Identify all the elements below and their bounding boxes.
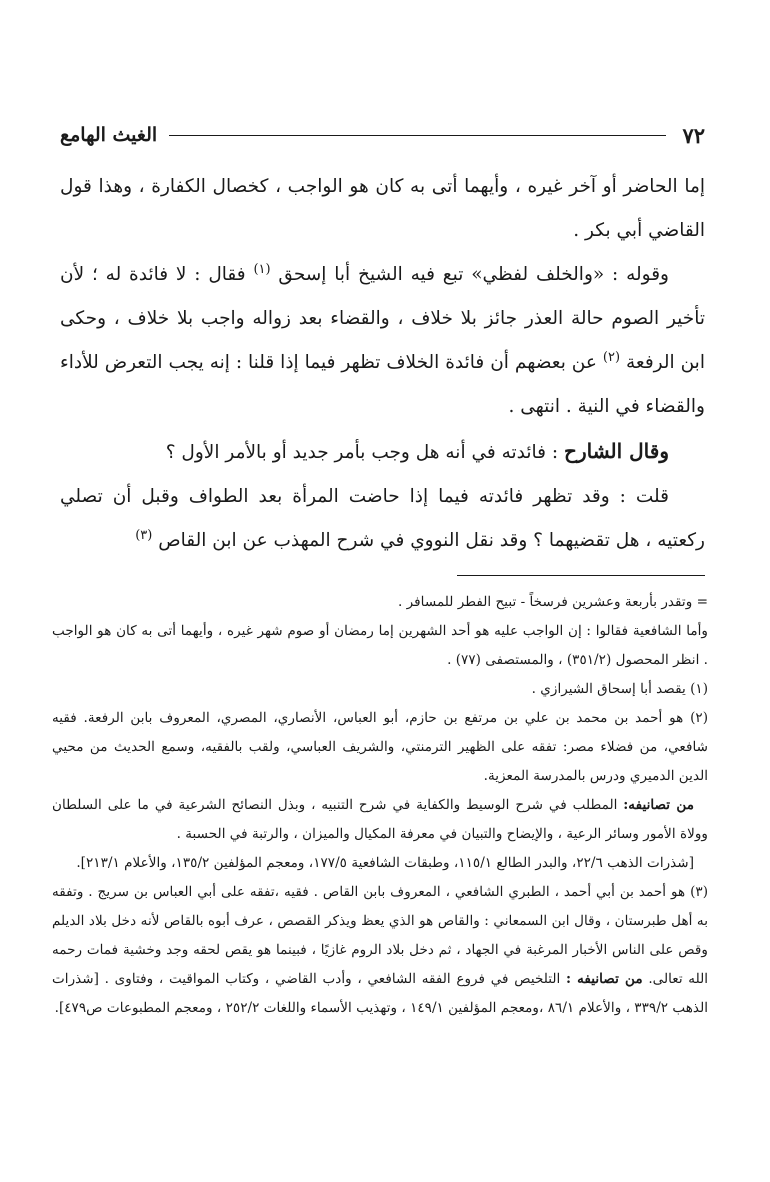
running-title: الغيث الهامع bbox=[60, 124, 158, 146]
footnote-ref-2[interactable]: (٢) bbox=[602, 349, 621, 365]
footnote-2-references: [شذرات الذهب ٢٢/٦، والبدر الطالع ١١٥/١، وطبقات الشافعية ١٧٧/٥، ومعجم المؤلفين ١٣٥/٢، والأعلام ٢١٣/١]. bbox=[76, 855, 694, 871]
footnotes bbox=[52, 588, 708, 1023]
paragraph-2-part-a: وقوله : «والخلف لفظي» تبع فيه الشيخ أبا إسحق bbox=[278, 264, 669, 285]
running-header bbox=[60, 120, 705, 150]
paragraph-3 bbox=[60, 429, 705, 475]
commentator-label: وقال الشارح bbox=[564, 439, 669, 463]
footnote-1: (١) يقصد أبا إسحاق الشيرازي . bbox=[531, 681, 708, 697]
footnote-2: (٢) هو أحمد بن محمد بن علي بن مرتفع بن حازم، أبو العباس، الأنصاري، المصري، المعروف بابن الرفعة. فقيه شافعي، من فضلاء مصر: تفقه على الظهير الترمنتي، والشريف العباسي، ولقب بالفقيه، وسمع الحديث من محيي الدين الدميري ودرس بالمدرسة المعزية. bbox=[52, 710, 708, 784]
footnote-2-works bbox=[52, 791, 708, 849]
footnote-continuation-2: وأما الشافعية فقالوا : إن الواجب عليه هو أحد الشهرين إما رمضان أو صوم شهر غيره ، وأيهما أتى به كان هو الواجب . انظر المحصول (٣٥١/٢) ، والمستصفى (٧٧) . bbox=[52, 623, 708, 668]
footnote-2-works-label: من تصانيفه: bbox=[623, 797, 694, 813]
page-number: ٧٢ bbox=[682, 122, 705, 148]
footnote-ref-3[interactable]: (٣) bbox=[135, 527, 153, 543]
footnote-2-works-text: المطلب في شرح الوسيط والكفاية في شرح التنبيه ، وبذل النصائح الشرعية في ما على السلطان وولاة الأمور وسائر الرعية ، والإيضاح والتبيان في معرفة المكيال والميزان ، والرتبة في الحسبة . bbox=[52, 797, 708, 842]
main-text bbox=[60, 165, 705, 563]
paragraph-1: إما الحاضر أو آخر غيره ، وأيهما أتى به كان هو الواجب ، كخصال الكفارة ، وهذا قول القاضي أبي بكر . bbox=[60, 176, 705, 241]
paragraph-2-part-c: عن بعضهم أن فائدة الخلاف تظهر فيما إذا قلنا : إنه يجب التعرض للأداء والقضاء في النية . انتهى . bbox=[60, 352, 705, 417]
footnote-separator bbox=[457, 575, 705, 576]
footnote-ref-1[interactable]: (١) bbox=[253, 261, 271, 277]
paragraph-4-text: قلت : وقد تظهر فائدته فيما إذا حاضت المرأة بعد الطواف وقبل أن تصلي ركعتيه ، هل تقضيهما ؟ وقد نقل النووي في شرح المهذب عن ابن القاص bbox=[60, 486, 705, 551]
header-rule bbox=[169, 135, 666, 136]
paragraph-3-text: : فائدته في أنه هل وجب بأمر جديد أو بالأمر الأول ؟ bbox=[165, 442, 559, 463]
footnote-3-text: (٣) هو أحمد بن أبي أحمد ، الطبري الشافعي ، المعروف بابن القاص . فقيه ،تفقه على أبي العباس بن سريج . وتفقه به أهل طبرستان ، وقال ابن السمعاني : والقاص هو الذي يعظ ويذكر القصص ، عرف أبوه بالقاص لأنه دخل بلاد الديلم وقص على الناس الأخبار المرغبة في الجهاد ، ثم دخل بلاد الروم غازيًا ، فبينما هو يقص لحقه وجد وخشية فمات رحمه الله تعالى. bbox=[52, 884, 709, 987]
footnote-3-works-text: التلخيص في فروع الفقه الشافعي ، وأدب القاضي ، وكتاب المواقيت ، وفتاوى . [شذرات الذهب ٣٣٩/٢ ، والأعلام ٨٦/١ ،ومعجم المؤلفين ١٤٩/١ ، وتهذيب الأسماء واللغات ٢٥٢/٢ ، ومعجم المطبوعات ص٤٧٩]. bbox=[52, 971, 708, 1016]
paragraph-4 bbox=[60, 475, 705, 563]
paragraph-2 bbox=[60, 253, 705, 429]
footnote-3 bbox=[52, 878, 708, 1023]
footnote-3-works-label: من تصانيفه : bbox=[566, 971, 643, 987]
paragraph-2-part-b: فقال : لا فائدة له ؛ لأن تأخير الصوم حالة العذر جائز بلا خلاف ، والقضاء بعد زواله واجب بلا خلاف ، وحكى ابن الرفعة bbox=[60, 264, 705, 373]
footnote-continuation-1: = وتقدر بأربعة وعشرين فرسخاً - تبيح الفطر للمسافر . bbox=[398, 594, 708, 610]
